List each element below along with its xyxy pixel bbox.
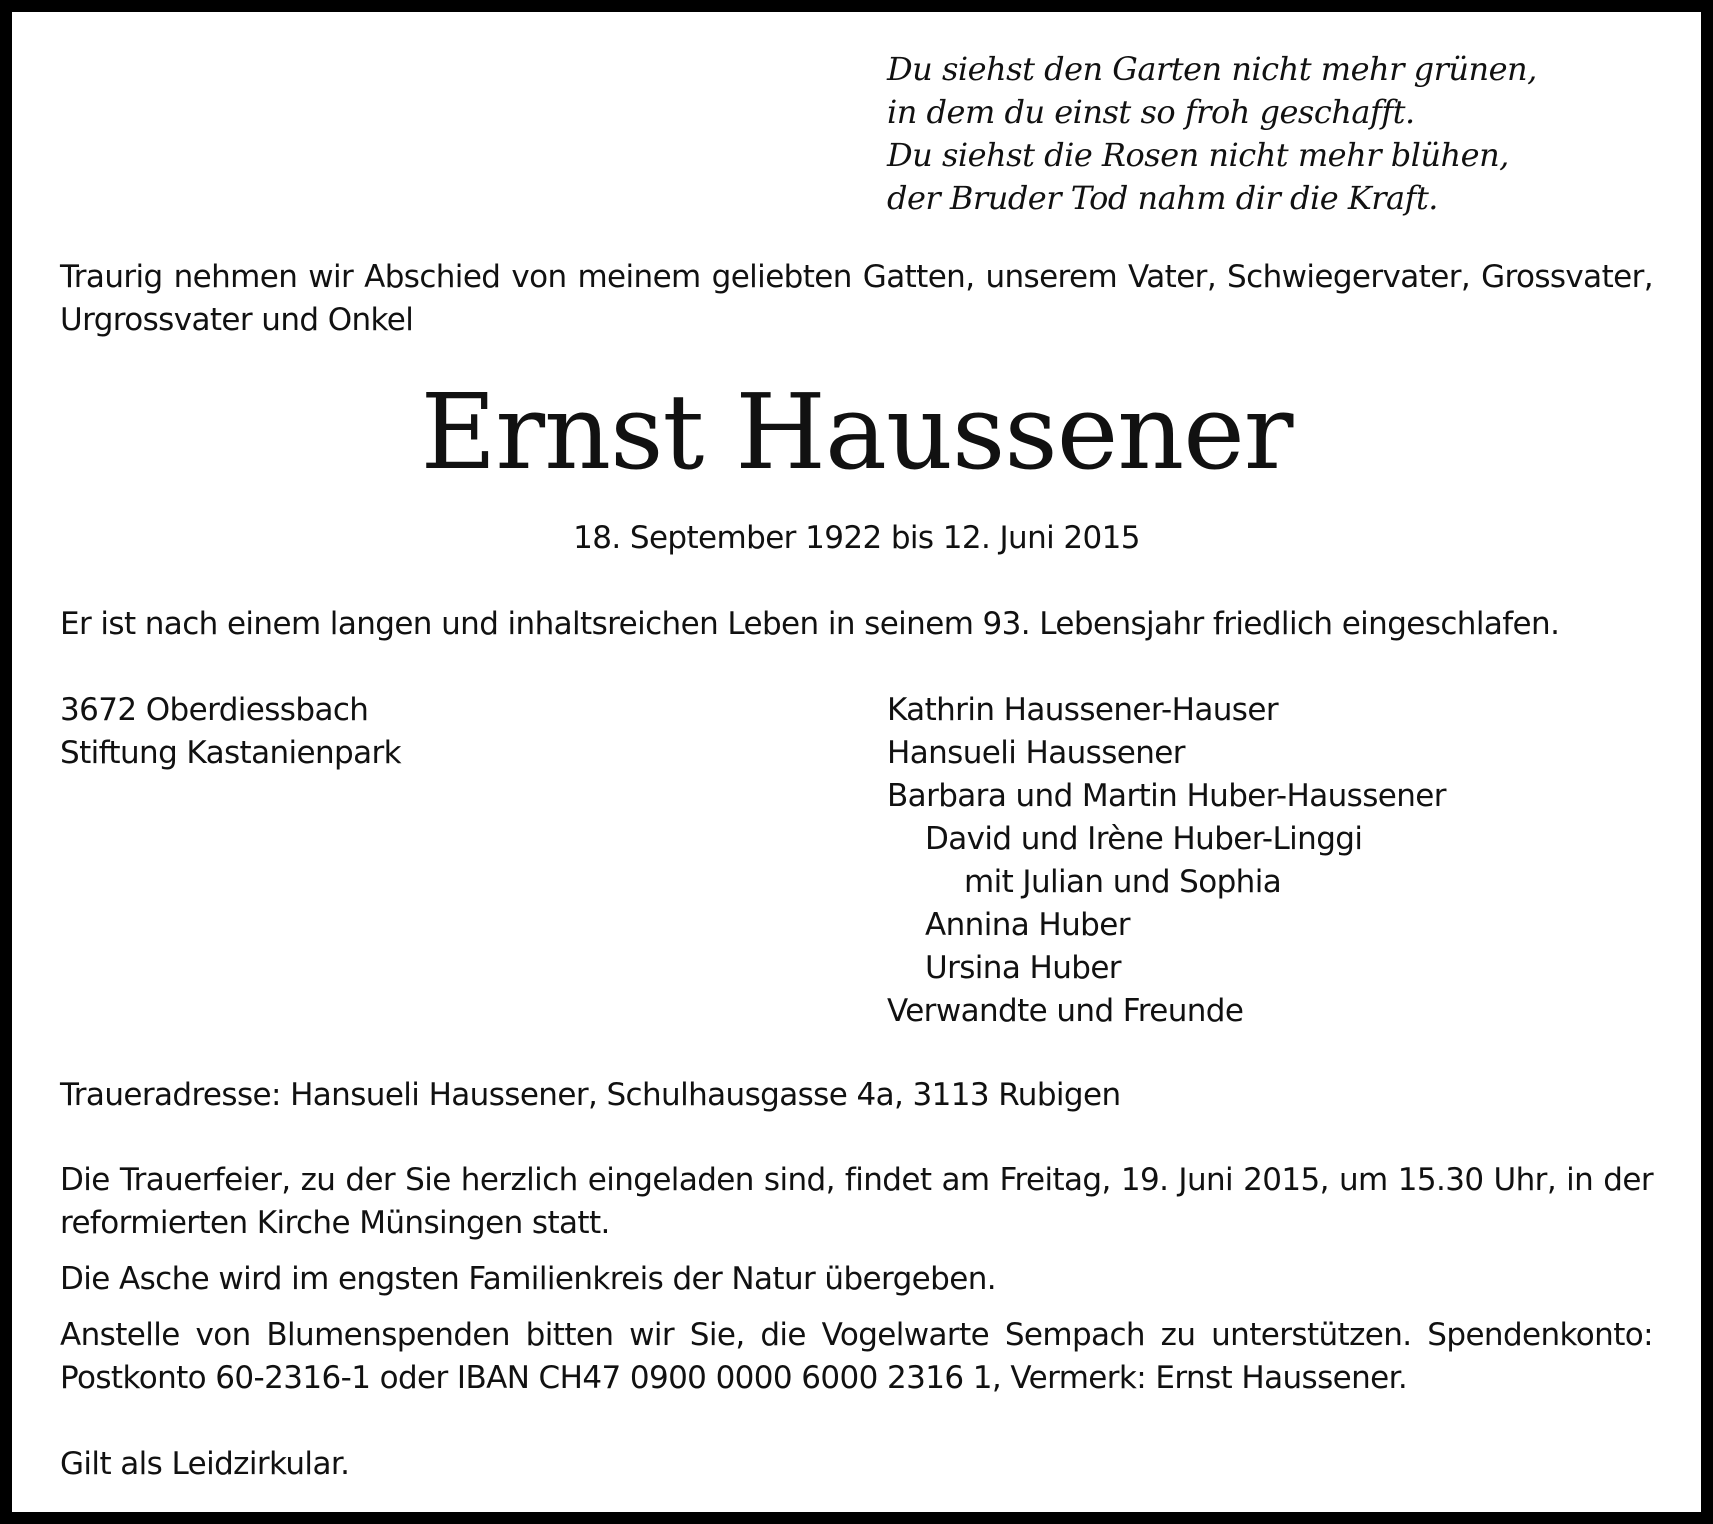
intro-line: Traurig nehmen wir Abschied von meinem geliebten Gatten, unserem Vater, Schwiegervater, Grossvater, [60,259,1653,295]
passing-text: Er ist nach einem langen und inhaltsreichen Leben in seinem 93. Lebensjahr friedlich eingeschlafen. [60,606,1560,642]
intro-text [60,256,1653,342]
ceremony-line: Die Trauerfeier, zu der Sie herzlich eingeladen sind, findet am Freitag, 19. Juni 2015, um 15.30 Uhr, in der [60,1162,1653,1198]
poem-line: Du siehst die Rosen nicht mehr blühen, [887,136,1509,174]
life-dates: 18. September 1922 bis 12. Juni 2015 [573,520,1140,556]
poem-line: der Bruder Tod nahm dir die Kraft. [887,179,1438,217]
mourner: mit Julian und Sophia [964,864,1282,900]
mourning-address: Traueradresse: Hansueli Haussener, Schulhausgasse 4a, 3113 Rubigen [60,1077,1121,1113]
deceased-name: Ernst Haussener [420,371,1293,493]
donation-text [60,1314,1653,1400]
intro-line: Urgrossvater und Onkel [60,302,414,338]
donation-line: Anstelle von Blumenspenden bitten wir Sie, die Vogelwarte Sempach zu unterstützen. Spendenkonto: [60,1317,1653,1353]
poem [887,48,1537,220]
poem-line: Du siehst den Garten nicht mehr grünen, [887,50,1537,88]
circular-note: Gilt als Leidzirkular. [60,1446,350,1482]
poem-line: in dem du einst so froh geschafft. [887,93,1415,131]
location-block [60,689,401,775]
ceremony-line: reformierten Kirche Münsingen statt. [60,1205,610,1241]
mourners-list [887,689,1446,1033]
location-line: 3672 Oberdiessbach [60,692,369,728]
mourner: Hansueli Haussener [887,735,1185,771]
mourner: Ursina Huber [925,950,1121,986]
mourner: David und Irène Huber-Linggi [925,821,1363,857]
location-line: Stiftung Kastanienpark [60,735,402,771]
mourner: Verwandte und Freunde [887,993,1244,1029]
mourner: Kathrin Haussener-Hauser [887,692,1278,728]
mourner: Annina Huber [925,907,1130,943]
ashes-text: Die Asche wird im engsten Familienkreis der Natur übergeben. [60,1261,997,1297]
ceremony-text [60,1159,1653,1245]
donation-line: Postkonto 60-2316-1 oder IBAN CH47 0900 0000 6000 2316 1, Vermerk: Ernst Haussener. [60,1360,1408,1396]
mourner: Barbara und Martin Huber-Haussener [887,778,1446,814]
